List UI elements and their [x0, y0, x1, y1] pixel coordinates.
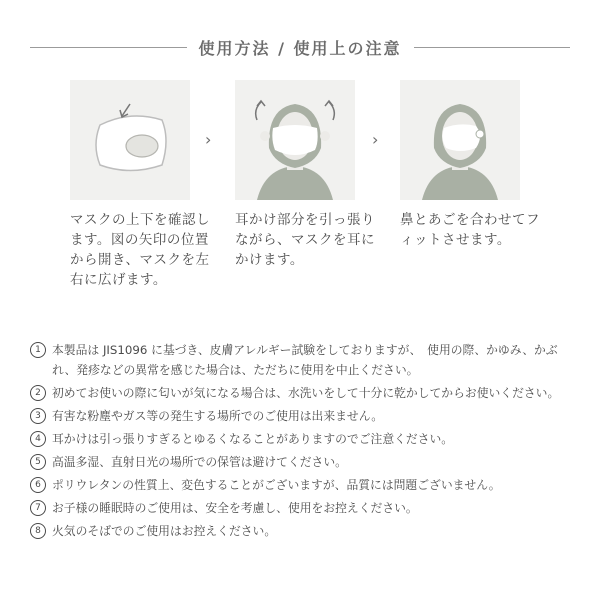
note-text: 耳かけは引っ張りすぎるとゆるくなることがありますのでご注意ください。 — [52, 432, 454, 446]
section-title: 使用方法 / 使用上の注意 — [198, 38, 402, 58]
fitted-mask-icon — [400, 80, 520, 200]
note-number: 7 — [30, 500, 46, 516]
caution-list — [30, 340, 575, 544]
list-item — [30, 340, 575, 380]
step-1-illustration — [70, 80, 190, 200]
ear-loop-icon — [235, 80, 355, 200]
note-text: 有害な粉塵やガス等の発生する場所でのご使用は出来ません。 — [52, 409, 384, 423]
mask-unfold-icon — [70, 80, 190, 200]
note-number: 6 — [30, 477, 46, 493]
step-3-caption: 鼻とあごを合わせてフィットさせます。 — [400, 212, 540, 248]
note-text: お子様の睡眠時のご使用は、安全を考慮し、使用をお控えください。 — [52, 501, 418, 515]
list-item — [30, 452, 575, 472]
note-text: 高温多湿、直射日光の場所での保管は避けてください。 — [52, 455, 347, 469]
note-number: 5 — [30, 454, 46, 470]
note-number: 1 — [30, 342, 46, 358]
list-item — [30, 383, 575, 403]
note-number: 3 — [30, 408, 46, 424]
list-item — [30, 475, 575, 495]
header-rule-right — [414, 47, 571, 48]
header-rule-left — [30, 47, 187, 48]
note-text: 火気のそばでのご使用はお控えください。 — [52, 524, 277, 538]
step-arrow-1: › — [205, 130, 212, 149]
step-arrow-2: › — [372, 130, 379, 149]
note-text: ポリウレタンの性質上、変色することがございますが、品質には問題ございません。 — [52, 478, 501, 492]
list-item — [30, 406, 575, 426]
note-number: 8 — [30, 523, 46, 539]
step-2-illustration — [235, 80, 355, 200]
step-1-caption: マスクの上下を確認します。図の矢印の位置から開き、マスクを左右に広げます。 — [70, 212, 210, 288]
note-number: 4 — [30, 431, 46, 447]
step-2-caption: 耳かけ部分を引っ張りながら、マスクを耳にかけます。 — [235, 212, 375, 268]
list-item — [30, 498, 575, 518]
note-number: 2 — [30, 385, 46, 401]
list-item — [30, 429, 575, 449]
note-text: 本製品は JIS1096 に基づき、皮膚アレルギー試験をしておりますが、 使用の際、かゆみ、かぶれ、発疹などの異常を感じた場合は、ただちに使用を中止ください。 — [52, 343, 558, 377]
list-item — [30, 521, 575, 541]
section-header — [30, 36, 570, 58]
note-text: 初めてお使いの際に匂いが気になる場合は、水洗いをして十分に乾かしてからお使いください。 — [52, 386, 560, 400]
step-3-illustration — [400, 80, 520, 200]
